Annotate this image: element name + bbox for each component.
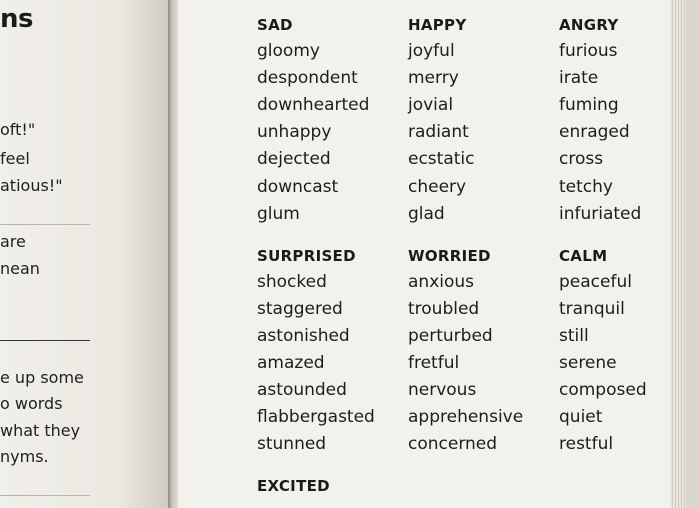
synonym-word: tetchy xyxy=(559,177,613,197)
synonym-word: apprehensive xyxy=(408,407,524,427)
left-page-line: feel xyxy=(0,149,30,168)
synonym-word: dejected xyxy=(257,149,331,169)
group-heading-sad: SAD xyxy=(257,16,293,34)
synonym-word: downhearted xyxy=(257,95,370,115)
synonym-word: cheery xyxy=(408,177,467,197)
synonym-word: gloomy xyxy=(257,41,320,61)
synonym-word: flabbergasted xyxy=(257,407,375,427)
synonym-word: enraged xyxy=(559,122,630,142)
synonym-word: infuriated xyxy=(559,204,642,224)
synonym-word: staggered xyxy=(257,299,343,319)
left-page xyxy=(0,0,170,508)
synonym-word: fuming xyxy=(559,95,619,115)
synonym-word: astonished xyxy=(257,326,350,346)
synonym-word: quiet xyxy=(559,407,603,427)
synonym-word: cross xyxy=(559,149,604,169)
group-heading-angry: ANGRY xyxy=(559,16,619,34)
synonym-word: ecstatic xyxy=(408,149,475,169)
synonym-word: peaceful xyxy=(559,272,632,292)
group-heading-worried: WORRIED xyxy=(408,247,491,265)
left-page-divider xyxy=(0,224,90,225)
synonym-word: unhappy xyxy=(257,122,332,142)
synonym-word: glum xyxy=(257,204,300,224)
left-page-rule xyxy=(0,340,90,341)
left-page-line: atious!" xyxy=(0,176,63,195)
left-page-line: are xyxy=(0,232,26,251)
synonym-word: jovial xyxy=(408,95,454,115)
left-page-line: o words xyxy=(0,394,63,413)
synonym-word: fretful xyxy=(408,353,460,373)
synonym-word: concerned xyxy=(408,434,498,454)
page-edge xyxy=(670,0,686,508)
synonym-word: anxious xyxy=(408,272,475,292)
synonym-word: furious xyxy=(559,41,618,61)
synonym-word: still xyxy=(559,326,589,346)
synonym-word: astounded xyxy=(257,380,347,400)
synonym-word: troubled xyxy=(408,299,480,319)
synonym-word: joyful xyxy=(408,41,455,61)
synonym-word: composed xyxy=(559,380,647,400)
synonym-word: tranquil xyxy=(559,299,625,319)
synonym-word: shocked xyxy=(257,272,327,292)
left-page-line: nyms. xyxy=(0,447,49,466)
synonym-word: irate xyxy=(559,68,599,88)
left-page-line: e up some xyxy=(0,368,84,387)
left-page-divider xyxy=(0,495,90,496)
synonym-word: amazed xyxy=(257,353,325,373)
synonym-word: serene xyxy=(559,353,617,373)
right-page xyxy=(178,0,686,508)
synonym-word: merry xyxy=(408,68,459,88)
synonym-word: stunned xyxy=(257,434,327,454)
left-page-heading: ns xyxy=(0,4,33,34)
synonym-word: glad xyxy=(408,204,445,224)
left-page-line: what they xyxy=(0,421,81,440)
synonym-word: restful xyxy=(559,434,614,454)
synonym-word: radiant xyxy=(408,122,469,142)
synonym-word: nervous xyxy=(408,380,477,400)
group-heading-surprised: SURPRISED xyxy=(257,247,356,265)
synonym-word: perturbed xyxy=(408,326,493,346)
left-page-line: oft!" xyxy=(0,120,36,139)
group-heading-happy: HAPPY xyxy=(408,16,467,34)
group-heading-excited: EXCITED xyxy=(257,477,330,495)
group-heading-calm: CALM xyxy=(559,247,608,265)
synonym-word: despondent xyxy=(257,68,358,88)
synonym-word: downcast xyxy=(257,177,339,197)
left-page-line: nean xyxy=(0,259,40,278)
